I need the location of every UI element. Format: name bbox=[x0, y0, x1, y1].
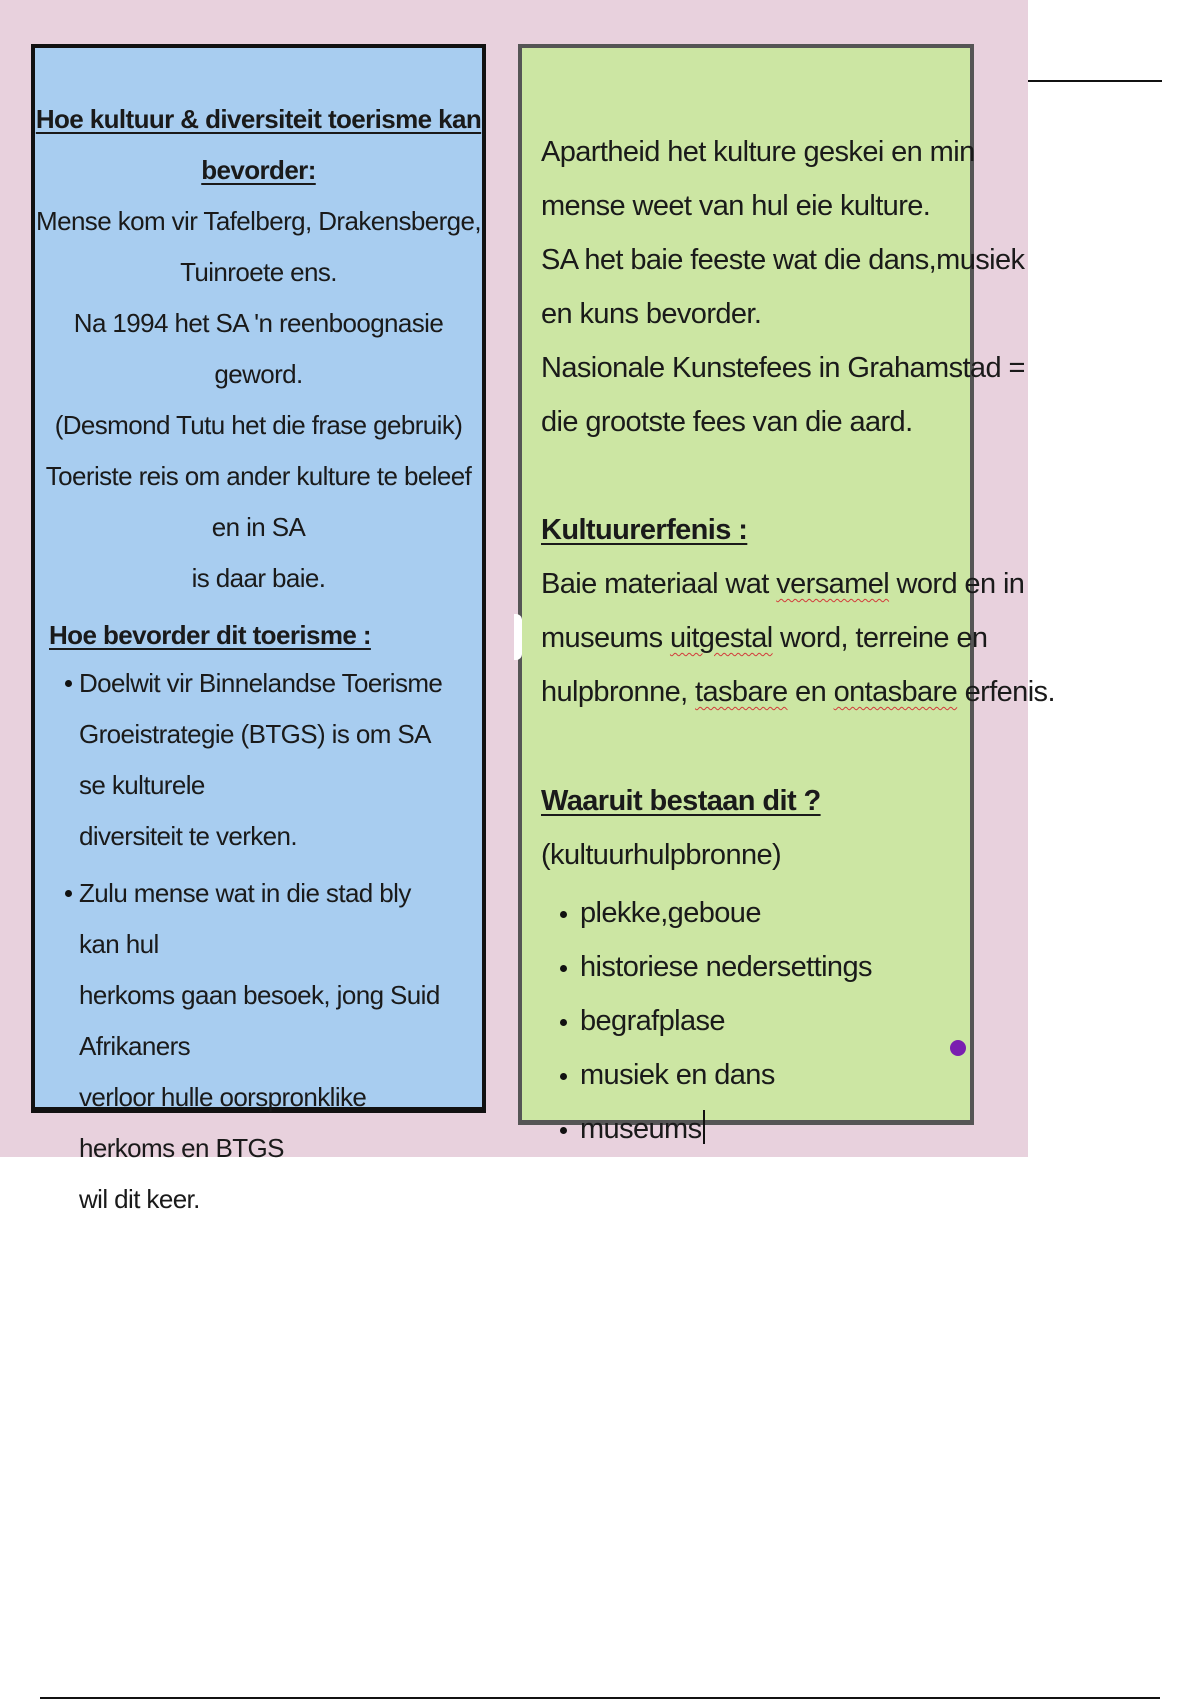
text-run: word, terreine en bbox=[772, 622, 988, 654]
right-text-line: en kuns bevorder. bbox=[541, 298, 762, 330]
left-heading-line2: bevorder: bbox=[201, 155, 316, 185]
left-text-box[interactable] bbox=[31, 44, 486, 1214]
text-run: Baie materiaal wat bbox=[541, 568, 777, 600]
text-run: en bbox=[787, 676, 834, 708]
right-text-line: Apartheid het kulture geskei en min bbox=[541, 136, 975, 168]
right-erfenis-line2 bbox=[541, 611, 987, 665]
text-run: erfenis. bbox=[957, 676, 1055, 708]
list-item bbox=[35, 868, 455, 1225]
list-item-line: Groeistrategie (BTGS) is om SA se kulturele bbox=[79, 719, 430, 800]
right-text-box[interactable] bbox=[518, 44, 1055, 1145]
left-heading-promotion: Hoe bevorder dit toerisme : bbox=[49, 620, 371, 650]
text-run: hulpbronne, bbox=[541, 676, 696, 708]
list-item-line: Zulu mense wat in die stad bly kan hul bbox=[79, 878, 411, 959]
right-subtitle: (kultuurhulpbronne) bbox=[541, 839, 782, 871]
purple-dot-marker[interactable] bbox=[950, 1040, 966, 1056]
resources-list bbox=[522, 886, 962, 1156]
list-item bbox=[35, 658, 455, 862]
text-run: word en in bbox=[889, 568, 1025, 600]
list-item: begrafplase bbox=[522, 994, 962, 1048]
text-run: museums bbox=[541, 622, 670, 654]
list-item: plekke,geboue bbox=[522, 886, 962, 940]
left-text-line: (Desmond Tutu het die frase gebruik) bbox=[54, 410, 463, 440]
list-item: historiese nedersettings bbox=[522, 940, 962, 994]
text-cursor bbox=[703, 1110, 705, 1144]
left-text-line: Toeriste reis om ander kulture te beleef en in SA bbox=[45, 461, 472, 542]
resize-handle[interactable] bbox=[514, 614, 522, 660]
list-item: musiek en dans bbox=[522, 1048, 962, 1102]
list-item-line: diversiteit te verken. bbox=[79, 821, 298, 851]
left-bullet-list bbox=[35, 658, 455, 862]
list-item-line: Doelwit vir Binnelandse Toerisme bbox=[79, 668, 443, 698]
list-item-line: verloor hulle oorspronklike herkoms en BTGS bbox=[79, 1082, 367, 1163]
spellcheck-word[interactable]: uitgestal bbox=[669, 622, 773, 654]
right-erfenis-line1 bbox=[541, 557, 1024, 611]
left-heading-line1: Hoe kultuur & diversiteit toerisme kan bbox=[35, 104, 482, 134]
bottom-rule-line bbox=[40, 1697, 1160, 1699]
list-item bbox=[522, 1102, 962, 1156]
spellcheck-word[interactable]: tasbare bbox=[695, 676, 788, 708]
left-text-line: Tuinroete ens. bbox=[180, 257, 337, 287]
right-erfenis-line3 bbox=[541, 665, 1055, 719]
left-text-line: Mense kom vir Tafelberg, Drakensberge, bbox=[36, 206, 481, 236]
left-intro-block bbox=[35, 94, 482, 604]
right-heading-waaruit: Waaruit bestaan dit ? bbox=[541, 785, 821, 817]
list-item-line: wil dit keer. bbox=[79, 1184, 200, 1214]
right-heading-kultuurerfenis: Kultuurerfenis : bbox=[541, 514, 748, 546]
right-text-line: Nasionale Kunstefees in Grahamstad = bbox=[541, 352, 1025, 384]
right-text-line: mense weet van hul eie kulture. bbox=[541, 190, 931, 222]
right-text-line: die grootste fees van die aard. bbox=[541, 406, 913, 438]
right-text-line: SA het baie feeste wat die dans,musiek bbox=[541, 244, 1025, 276]
left-text-line: is daar baie. bbox=[191, 563, 326, 593]
spellcheck-word[interactable]: versamel bbox=[776, 568, 890, 600]
top-rule-line bbox=[1028, 80, 1162, 82]
left-bullet-list bbox=[35, 868, 455, 1225]
list-item-line: herkoms gaan besoek, jong Suid Afrikaners bbox=[79, 980, 440, 1061]
left-text-line: Na 1994 het SA 'n reenboognasie geword. bbox=[73, 308, 444, 389]
spellcheck-word[interactable]: ontasbare bbox=[833, 676, 958, 708]
list-item-text: museums bbox=[580, 1113, 702, 1145]
